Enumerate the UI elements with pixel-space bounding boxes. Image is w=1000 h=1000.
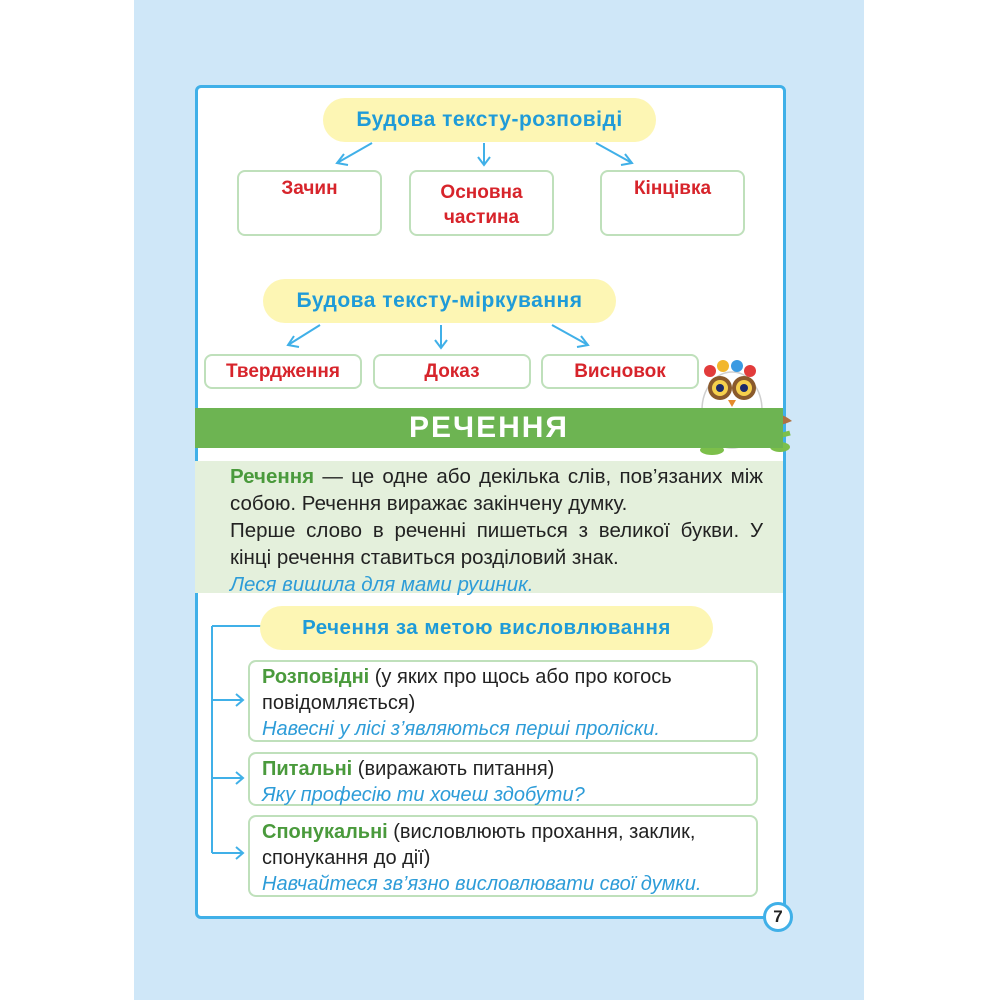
definition-block <box>195 461 783 596</box>
definition-example-text: Леся вишила для мами рушник. <box>230 573 534 596</box>
type-example: Навчайтеся зв’язно висловлювати свої думки. <box>262 873 702 895</box>
definition-paragraph-1 <box>230 463 763 517</box>
narrative-title: Будова тексту-розповіді <box>356 108 623 131</box>
purpose-type-imperative <box>248 815 758 897</box>
part-label: Доказ <box>424 361 480 382</box>
purpose-title-pill <box>260 606 713 650</box>
page-number <box>763 902 793 932</box>
narrative-part-main <box>409 170 554 236</box>
reasoning-title-pill <box>263 279 616 323</box>
part-label: Зачин <box>281 178 338 199</box>
purpose-type-interrogative <box>248 752 758 806</box>
purpose-type-declarative <box>248 660 758 742</box>
narrative-part-ending <box>600 170 745 236</box>
part-label: Твердження <box>226 361 340 382</box>
reasoning-part-statement <box>204 354 362 389</box>
arrow-left-narrative <box>337 143 372 163</box>
arrow-left-reasoning <box>288 325 320 345</box>
reasoning-title: Будова тексту-міркування <box>296 289 583 312</box>
reasoning-part-proof <box>373 354 531 389</box>
purpose-title: Речення за метою висловлювання <box>302 616 671 639</box>
type-name: Розповідні <box>262 666 370 688</box>
section-title: РЕЧЕННЯ <box>408 411 569 444</box>
type-name: Спонукальні <box>262 821 388 843</box>
definition-paragraph-2 <box>230 517 763 571</box>
narrative-part-intro <box>237 170 382 236</box>
definition-example <box>230 571 763 598</box>
narrative-title-pill <box>323 98 656 142</box>
type-example: Яку професію ти хочеш здобути? <box>262 784 585 806</box>
part-label: Висновок <box>574 361 666 382</box>
type-desc: (виражають питання) <box>352 758 555 780</box>
type-name: Питальні <box>262 758 353 780</box>
definition-text-2: Перше слово в реченні пишеться з великої букви. У кінці речення ставиться розділовий знак. <box>230 519 763 569</box>
part-label: Основна частина <box>440 182 523 228</box>
page-number-text: 7 <box>773 907 783 926</box>
definition-term: Речення <box>230 465 315 488</box>
arrow-right-narrative <box>596 143 632 163</box>
definition-text-1: — це одне або декілька слів, пов’язаних між собою. Речення виражає закінчену думку. <box>230 465 763 515</box>
type-desc: (у яких про щось або про когось повідомляється) <box>262 666 672 714</box>
reasoning-part-conclusion <box>541 354 699 389</box>
type-example: Навесні у лісі з’являються перші проліски. <box>262 718 660 740</box>
arrow-right-reasoning <box>552 325 588 345</box>
part-label: Кінцівка <box>633 178 712 199</box>
type-desc: (висловлюють прохання, заклик, спонукання до дії) <box>262 821 696 869</box>
